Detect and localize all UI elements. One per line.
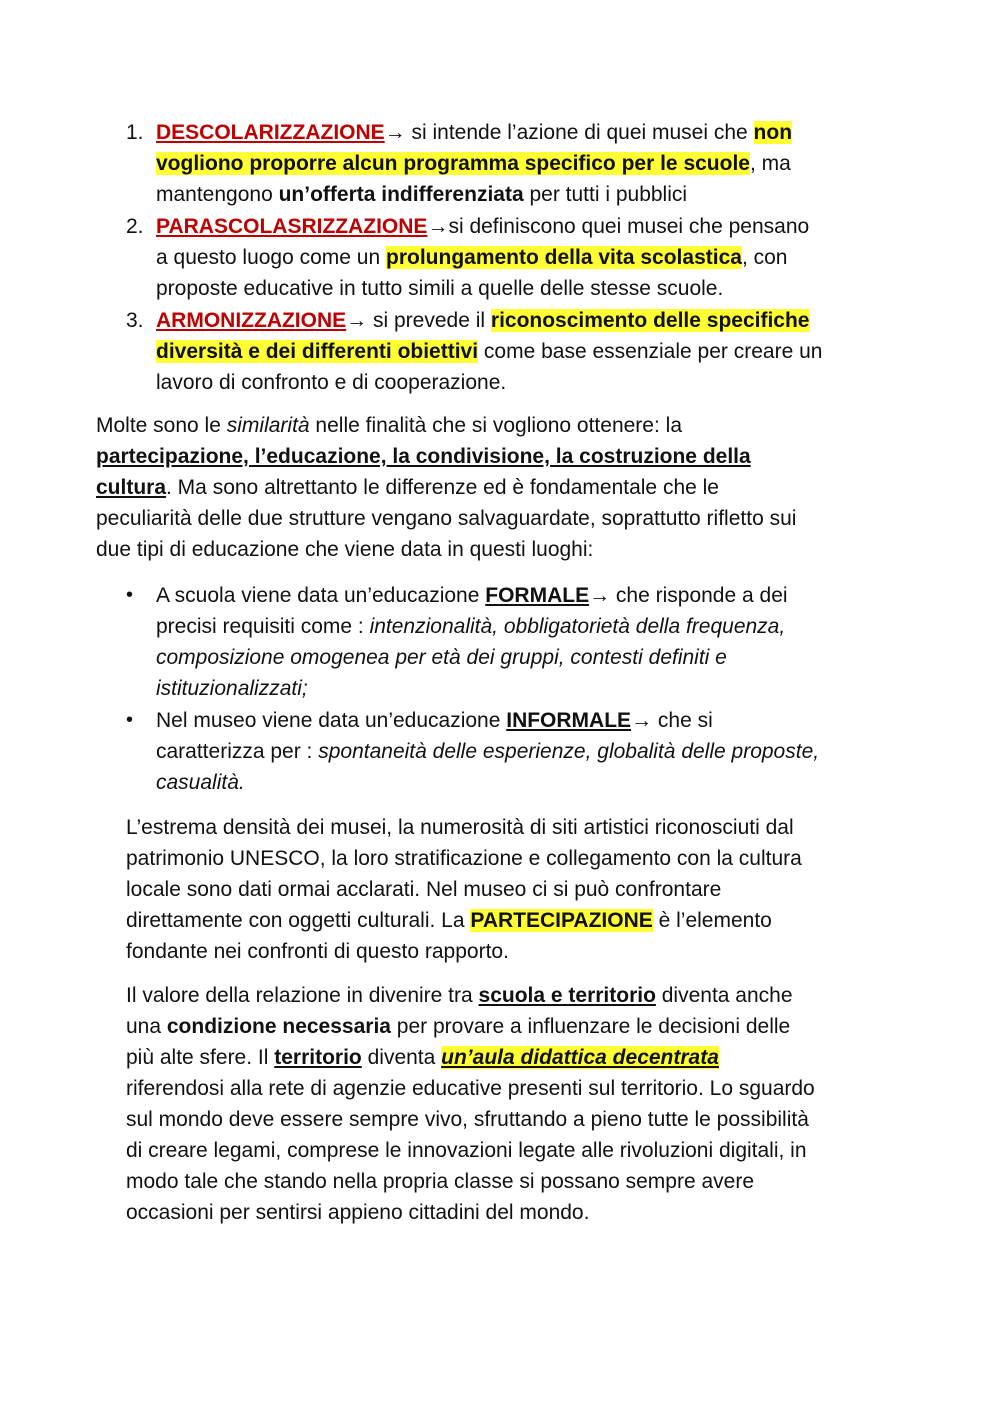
highlight: non <box>753 121 793 144</box>
arrow-icon: → <box>346 309 368 332</box>
list-number-3: 3. <box>126 309 144 332</box>
list-item-2-line-3: proposte educative in tutto simili a quelle delle stesse scuole. <box>156 277 724 300</box>
highlight-partecipazione: PARTECIPAZIONE <box>470 909 653 932</box>
bullet-symbol: • <box>126 709 134 731</box>
document-page: 1. DESCOLARIZZAZIONE→ si intende l’azione di quei musei che non vogliono proporre alcun programma specifico per le scuole, ma mantengono un’offerta indifferenziata per tutti i pubblici 2. PARASCOLASRIZZAZIONE→si definiscono quei musei che pensano a questo luogo come un prolungamento della vita scolastica, con proposte educative in tutto simili a quelle delle stesse scuole. 3. ARMONIZZAZIONE→ si prevede il riconoscimento delle specifiche diversità e dei differenti obiettivi come base essenziale per creare un lavoro di confronto e di cooperazione. Molte sono le similarità nelle finalità che si vogliono ottenere: la partecipazione, l’educazione, la condivisione, la costruzione della cultura. Ma sono altrettanto le differenze ed è fondamentale che le peculiarità delle due strutture vengano salvaguardate, soprattutto rifletto sui due tipi di educazione che viene data in questi luoghi: • A scuola viene data un’educazione FORMALE→ che risponde a dei precisi requisiti come : intenzionalità, obbligatorietà della frequenza, composizione omogenea per età dei gruppi, contesti definiti e istituzionalizzati; • Nel museo viene data un’educazione INFORMALE→ che si caratterizza per : spontaneità delle esperienze, globalità delle proposte, casualità. L’estrema densità dei musei, la numerosità di siti artistici riconosciuti dal patrimonio UNESCO, la loro stratificazione e collegamento con la cultura locale sono dati ormai acclarati. Nel museo ci si può confrontare direttamente con oggetti culturali. La PARTECIPAZIONE è l’elemento fondante nei confronti di questo rapporto. Il valore della relazione in divenire tra scuola e territorio diventa anche una condizione necessaria per provare a influenzare le decisioni delle più alte sfere. Il territorio diventa un’aula didattica decentrata riferendosi alla rete di agenzie educative presenti sul territorio. Lo sguardo sul mondo deve essere sempre vivo, sfruttando a pieno tutte le possibilità di creare legami, comprese le innovazioni legate alle rivoluzioni digitali, in modo tale che stando nella propria classe si possano sempre avere occasioni per sentirsi appieno cittadini del mondo. <box>0 0 1000 1414</box>
list-item-3-line-1: ARMONIZZAZIONE→ si prevede il riconoscimento delle specifiche <box>156 309 810 332</box>
term-parascolasrizzazione: PARASCOLASRIZZAZIONE <box>156 215 428 238</box>
bullet-formale-line-1: A scuola viene data un’educazione FORMALE→ che risponde a dei <box>156 584 788 607</box>
highlight: vogliono proporre alcun programma specifico per le scuole <box>156 152 750 175</box>
bullet-informale-line-1: Nel museo viene data un’educazione INFORMALE→ che si <box>156 709 713 732</box>
list-item-1-line-1: DESCOLARIZZAZIONE→ si intende l’azione di quei musei che non <box>156 121 793 144</box>
highlight: diversità e dei differenti obiettivi <box>156 340 479 363</box>
bullet-symbol: • <box>126 584 134 606</box>
list-item-1-line-3: mantengono un’offerta indifferenziata per tutti i pubblici <box>156 183 688 206</box>
list-item-3-line-3: lavoro di confronto e di cooperazione. <box>156 371 507 394</box>
list-number-1: 1. <box>126 121 144 144</box>
term-armonizzazione: ARMONIZZAZIONE <box>156 309 347 332</box>
highlight: riconoscimento delle specifiche <box>490 309 810 332</box>
list-item-2-line-1: PARASCOLASRIZZAZIONE→si definiscono quei musei che pensano <box>156 215 810 238</box>
term-informale: INFORMALE <box>506 709 632 732</box>
list-item-1-line-2: vogliono proporre alcun programma specifico per le scuole, ma <box>156 152 791 175</box>
term-formale: FORMALE <box>485 584 590 607</box>
arrow-icon: → <box>427 215 449 238</box>
arrow-icon: → <box>631 709 653 732</box>
arrow-icon: → <box>384 121 406 144</box>
list-number-2: 2. <box>126 215 144 238</box>
list-item-2-line-2: a questo luogo come un prolungamento della vita scolastica, con <box>156 246 788 269</box>
list-item-3-line-2: diversità e dei differenti obiettivi come base essenziale per creare un <box>156 340 823 363</box>
highlight-aula-didattica: un’aula didattica decentrata <box>441 1046 719 1069</box>
term-descolarizzazione: DESCOLARIZZAZIONE <box>156 121 385 144</box>
highlight: prolungamento della vita scolastica <box>386 246 742 269</box>
arrow-icon: → <box>589 584 611 607</box>
